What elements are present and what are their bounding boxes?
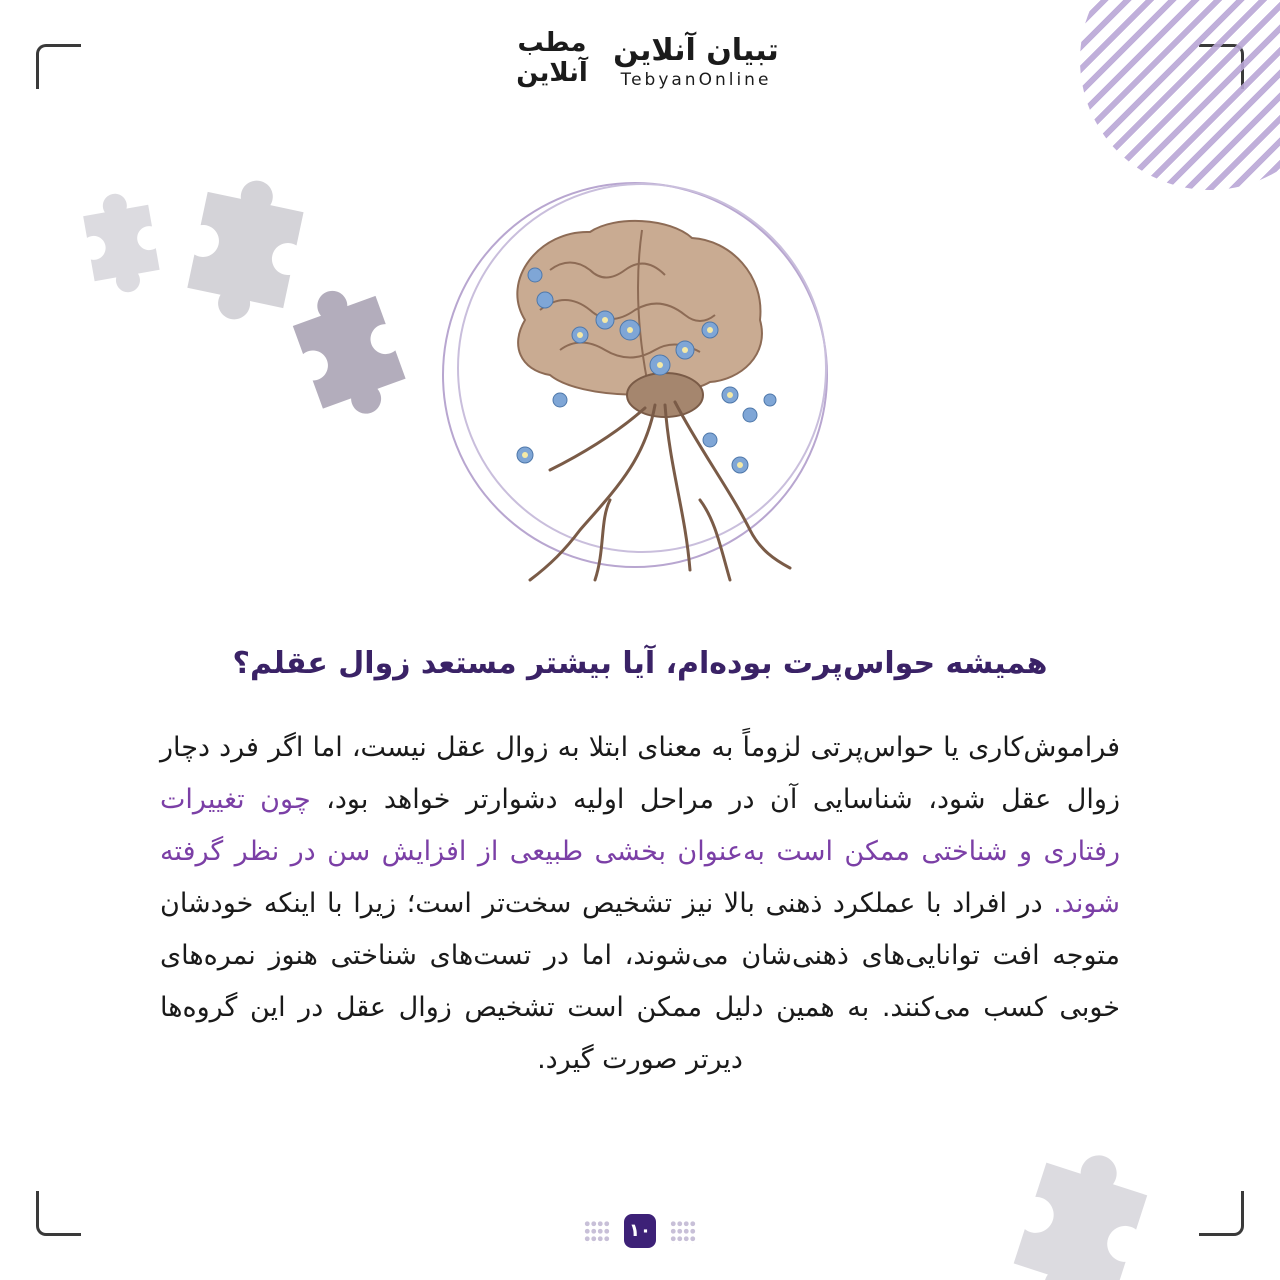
- puzzle-piece-icon: [80, 188, 162, 298]
- body-text-part1: فراموش‌کاری یا حواس‌پرتی لزوماً به معنای ابتلا به زوال عقل نیست، اما اگر فرد دچار زوال عقل شود، شناسایی آن در مراحل اولیه دشوارتر خواهد بود،: [160, 732, 1120, 815]
- article-title: همیشه حواس‌پرت بوده‌ام، آیا بیشتر مستعد زوال عقلم؟: [232, 646, 1048, 681]
- puzzle-piece-icon: [1010, 1140, 1155, 1280]
- puzzle-piece-icon: [286, 277, 413, 428]
- puzzle-pieces-decoration: [40, 180, 460, 460]
- dots-left-icon: [584, 1220, 610, 1244]
- tebyan-online-logo: [606, 32, 786, 90]
- body-text-highlight: چون تغییرات رفتاری و شناختی ممکن است به‌عنوان بخشی طبیعی از افزایش سن در نظر گرفته شوند.: [160, 784, 1120, 919]
- matab-online-logo: مطب آنلاین: [516, 28, 588, 88]
- article-body: [160, 722, 1120, 1142]
- roots-icon: [530, 402, 790, 580]
- tebyan-logo-persian: تبیان آنلاین: [613, 33, 779, 68]
- puzzle-piece-bottom-decoration: [1010, 1140, 1210, 1280]
- striped-circle-decoration: [1080, 0, 1280, 190]
- brain-with-flowers-illustration: [430, 170, 850, 620]
- dots-right-icon: [670, 1220, 696, 1244]
- puzzle-piece-icon: [183, 180, 308, 329]
- page-number-badge: ۱۰: [624, 1214, 656, 1248]
- body-text-part2: در افراد با عملکرد ذهنی بالا نیز تشخیص سخت‌تر است؛ زیرا با اینکه خودشان متوجه افت توانایی‌های ذهنی‌شان می‌شوند، اما در تست‌های شناختی هنوز نمره‌های خوبی کسب می‌کنند. به همین دلیل ممکن است تشخیص زوال عقل در این گروه‌ها دیرتر صورت گیرد.: [160, 888, 1120, 1075]
- frame-corner-top-left: [36, 44, 81, 89]
- page-indicator: [584, 1214, 696, 1250]
- frame-corner-bottom-left: [36, 1191, 81, 1236]
- brain-icon: [517, 221, 762, 417]
- tebyan-logo-english: TebyanOnline: [620, 70, 772, 90]
